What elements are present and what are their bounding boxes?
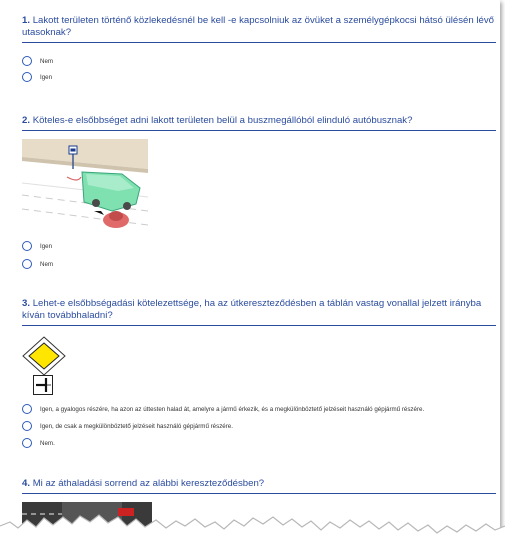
radio-button[interactable] [22, 421, 32, 431]
radio-button[interactable] [22, 241, 32, 251]
question-divider [22, 493, 496, 494]
question-divider [22, 325, 496, 326]
question-2 [22, 115, 496, 131]
question-2-title: 2. Köteles-e elsőbbséget adni lakott területen belül a buszmegállóból elinduló autóbusznak? [22, 115, 413, 126]
question-3 [22, 298, 496, 326]
question-divider [22, 42, 496, 43]
radio-button[interactable] [22, 259, 32, 269]
radio-button[interactable] [22, 404, 32, 414]
radio-button[interactable] [22, 438, 32, 448]
q3-option-2[interactable]: Igen, de csak a megkülönböztető jelzéseit használó gépjármű részére. [22, 420, 233, 432]
priority-road-sign-icon [22, 336, 66, 376]
question-4-title: 4. Mi az áthaladási sorrend az alábbi kereszteződésben? [22, 478, 265, 489]
radio-button[interactable] [22, 72, 32, 82]
q1-option-2[interactable]: Igen [22, 71, 52, 83]
q3-option-3[interactable]: Nem. [22, 437, 55, 449]
torn-edge [0, 500, 505, 560]
priority-direction-plate-icon [33, 375, 53, 395]
q1-option-1[interactable]: Nem [22, 55, 53, 67]
bus-stop-illustration [22, 139, 148, 236]
question-divider [22, 130, 496, 131]
q2-option-2[interactable]: Nem [22, 258, 53, 270]
q2-option-1[interactable]: Igen [22, 240, 52, 252]
question-3-title: 3. Lehet-e elsőbbségadási kötelezettsége, ha az útkereszteződésben a táblán vastag vonallal jelzett irányba kíván továbbhaladni? [22, 298, 482, 321]
question-4 [22, 478, 496, 494]
q3-option-1[interactable]: Igen, a gyalogos részére, ha azon az úttesten halad át, amelyre a jármű érkezik, és a megkülönböztető jelzéseit használó gépjármű részére. [22, 403, 424, 415]
question-1 [22, 15, 496, 43]
question-1-title: 1. Lakott területen történő közlekedésnél be kell -e kapcsolniuk az övüket a személygépkocsi hátsó ülésén lévő utasoknak? [22, 15, 494, 38]
radio-button[interactable] [22, 56, 32, 66]
